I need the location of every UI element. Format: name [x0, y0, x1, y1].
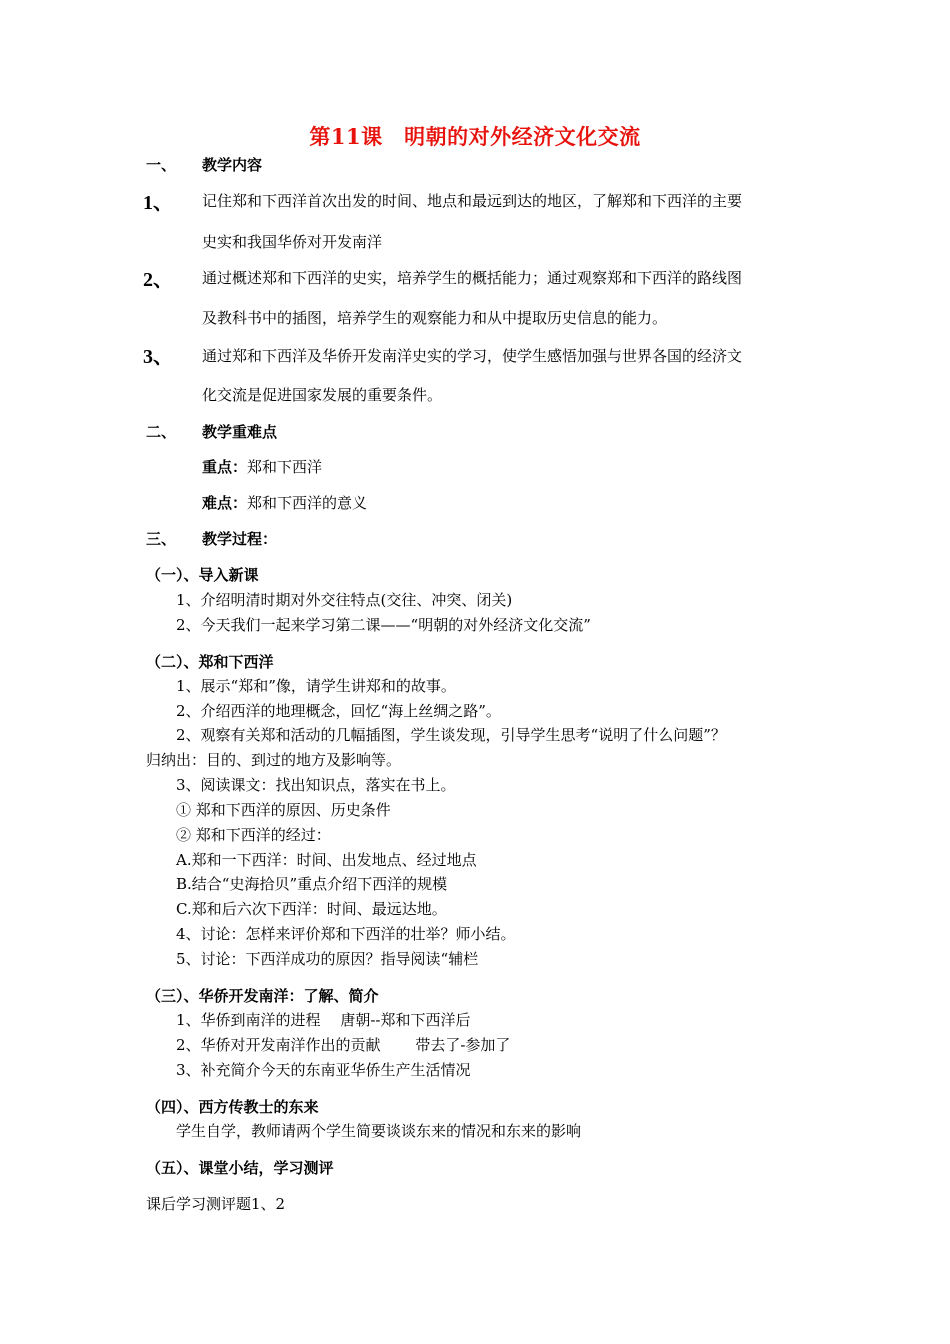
section-3-heading: 教学过程：: [202, 530, 278, 548]
page-title: 第11课 明朝的对外经济文化交流: [309, 124, 641, 149]
part-1-heading: （一）、导入新课: [146, 566, 259, 584]
section-1-heading: 教学内容: [202, 156, 263, 174]
part-3-line: 3、补充简介今天的东南亚华侨生产生活情况: [176, 1061, 471, 1079]
difficult-point: [202, 492, 367, 513]
part-2-line: 2、介绍西洋的地理概念，回忆“海上丝绸之路”。: [176, 702, 501, 720]
part-2-line: 1、展示“郑和”像，请学生讲郑和的故事。: [176, 677, 456, 695]
part-4-heading: （四）、西方传教士的东来: [146, 1098, 319, 1116]
part-4-line: 学生自学，教师请两个学生简要谈谈东来的情况和东来的影响: [176, 1122, 582, 1140]
part-5-heading: （五）、课堂小结，学习测评: [146, 1159, 334, 1177]
key-point: [202, 456, 322, 477]
key-point-text: 郑和下西洋: [247, 458, 323, 476]
objective-1-line-2: 史实和我国华侨对开发南洋: [202, 233, 383, 251]
objective-1-line-1: 记住郑和下西洋首次出发的时间、地点和最远到达的地区，了解郑和下西洋的主要: [202, 192, 743, 210]
objective-3-line-2: 化交流是促进国家发展的重要条件。: [202, 386, 443, 404]
part-2-line: 归纳出：目的、到过的地方及影响等。: [146, 751, 402, 769]
section-2-number: 二、: [146, 423, 177, 441]
part-2-line: 2、观察有关郑和活动的几幅插图，学生谈发现，引导学生思考“说明了什么问题”？: [176, 726, 726, 744]
part-1-line: 2、今天我们一起来学习第二课——“明朝的对外经济文化交流”: [176, 616, 591, 634]
difficult-point-text: 郑和下西洋的意义: [247, 494, 368, 512]
objective-2-line-1: 通过概述郑和下西洋的史实，培养学生的概括能力；通过观察郑和下西洋的路线图: [202, 269, 743, 287]
part-1-line: 1、介绍明清时期对外交往特点(交往、冲突、闭关): [176, 591, 513, 609]
part-2-line: ② 郑和下西洋的经过：: [176, 826, 331, 844]
section-1-number: 一、: [146, 156, 177, 174]
part-2-line: ① 郑和下西洋的原因、历史条件: [176, 801, 391, 819]
objective-2-number: 2、: [143, 269, 173, 291]
part-2-line: A.郑和一下西洋：时间、出发地点、经过地点: [176, 851, 477, 869]
part-3-heading: （三）、华侨开发南洋：了解、简介: [146, 987, 379, 1005]
section-3-number: 三、: [146, 530, 177, 548]
objective-2-line-2: 及教科书中的插图，培养学生的观察能力和从中提取历史信息的能力。: [202, 309, 668, 327]
part-2-heading: （二）、郑和下西洋: [146, 653, 274, 671]
part-2-line: C.郑和后六次下西洋：时间、最远达地。: [176, 900, 447, 918]
objective-1-number: 1、: [143, 192, 173, 214]
section-2-heading: 教学重难点: [202, 423, 278, 441]
part-3-line: 1、华侨到南洋的进程 唐朝--郑和下西洋后: [176, 1011, 471, 1029]
difficult-point-label: 难点：: [202, 494, 248, 512]
part-2-line: 5、讨论：下西洋成功的原因？指导阅读“辅栏: [176, 950, 479, 968]
objective-3-line-1: 通过郑和下西洋及华侨开发南洋史实的学习，使学生感悟加强与世界各国的经济文: [202, 347, 743, 365]
homework-line: 课后学习测评题1、2: [146, 1195, 286, 1213]
key-point-label: 重点：: [202, 458, 248, 476]
part-2-line: 3、阅读课文：找出知识点，落实在书上。: [176, 776, 456, 794]
part-2-line: 4、讨论：怎样来评价郑和下西洋的壮举？师小结。: [176, 925, 516, 943]
part-2-line: B.结合“史海拾贝”重点介绍下西洋的规模: [176, 875, 448, 893]
objective-3-number: 3、: [143, 346, 173, 368]
part-3-line: 2、华侨对开发南洋作出的贡献 带去了-参加了: [176, 1036, 511, 1054]
